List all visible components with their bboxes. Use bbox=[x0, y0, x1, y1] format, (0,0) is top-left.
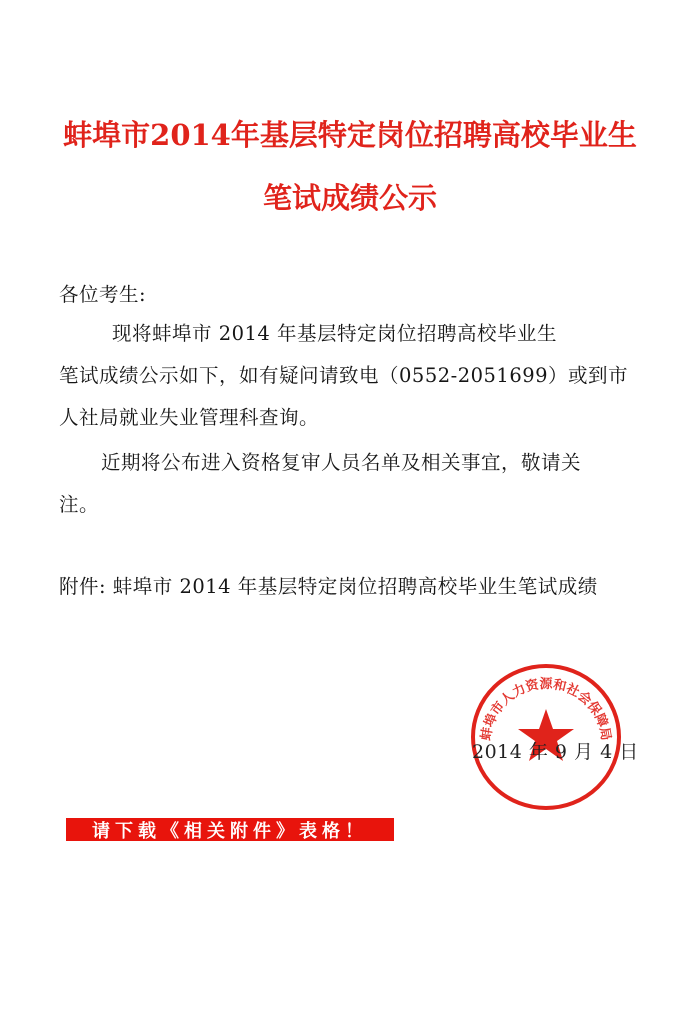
greeting: 各位考生: bbox=[59, 283, 147, 306]
page-title-line2: 笔试成绩公示 bbox=[262, 181, 437, 215]
paragraph-2-line-1: 近期将公布进入资格复审人员名单及相关事宜，敬请关 bbox=[101, 451, 582, 474]
page-title-line1: 蚌埠市2014年基层特定岗位招聘高校毕业生 bbox=[63, 118, 637, 152]
download-attachment-label: 请下载《相关附件》表格！ bbox=[92, 820, 368, 842]
seal-text: 蚌埠市人力资源和社会保障局 bbox=[478, 677, 614, 742]
paragraph-1-line-2: 笔试成绩公示如下，如有疑问请致电（0552-2051699）或到市 bbox=[59, 364, 629, 387]
download-attachment-button[interactable] bbox=[66, 818, 394, 841]
document-date: 2014 年 9 月 4 日 bbox=[472, 741, 639, 763]
attachment-line: 附件: 蚌埠市 2014 年基层特定岗位招聘高校毕业生笔试成绩 bbox=[59, 575, 598, 598]
paragraph-2-line-2: 注。 bbox=[59, 493, 100, 516]
paragraph-1-line-3: 人社局就业失业管理科查询。 bbox=[59, 406, 320, 429]
paragraph-1-line-1: 现将蚌埠市 2014 年基层特定岗位招聘高校毕业生 bbox=[112, 322, 558, 345]
